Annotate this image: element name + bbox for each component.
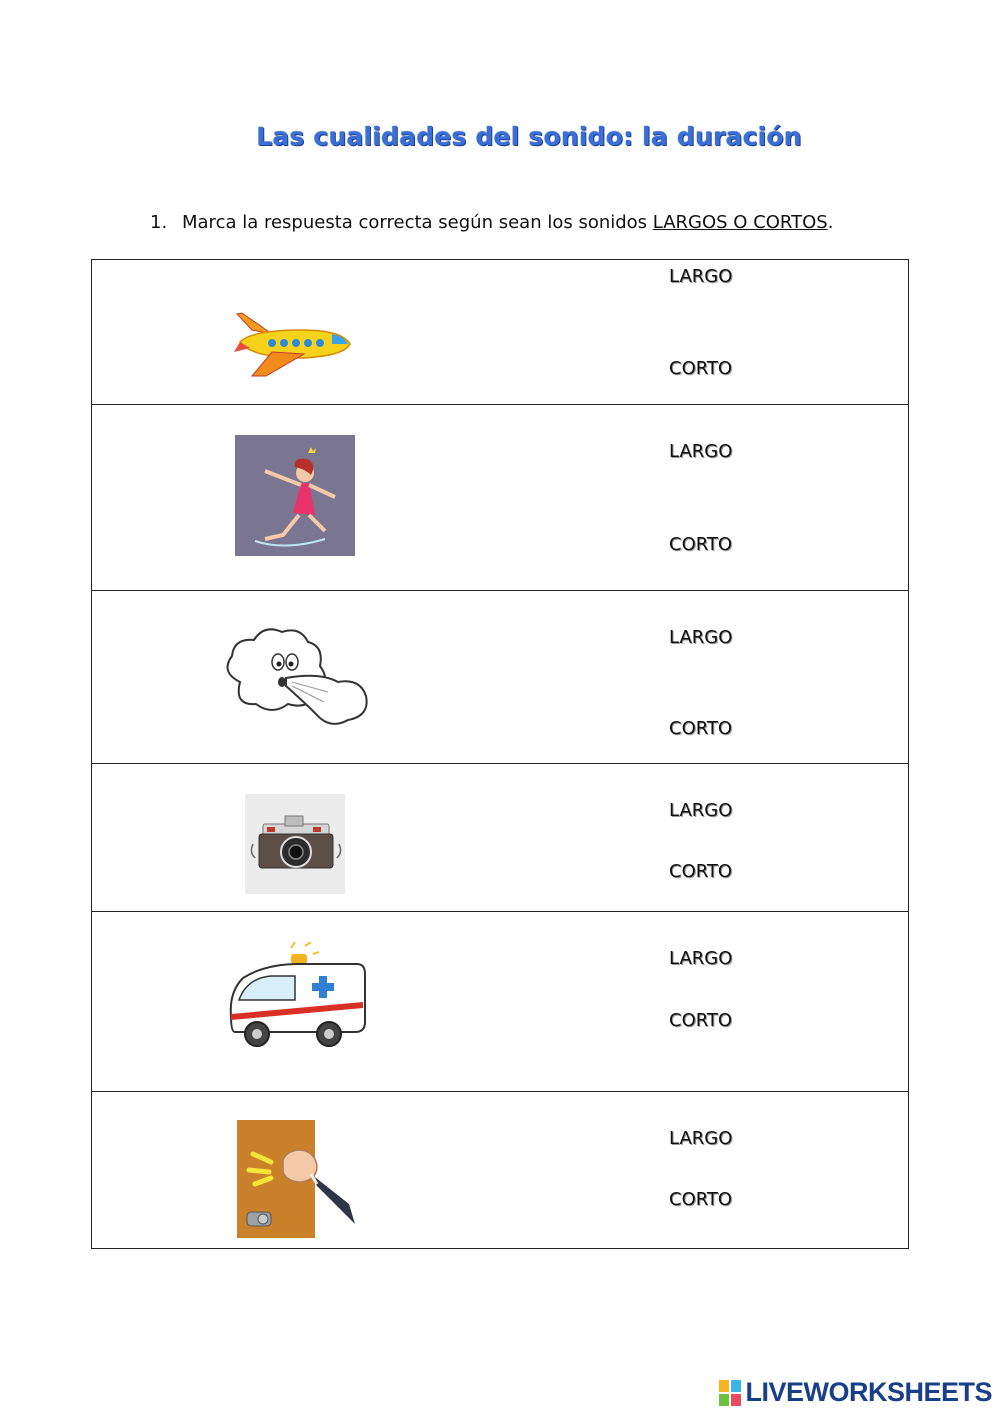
page-title: Las cualidades del sonido: la duración: [256, 122, 802, 151]
instruction: [150, 212, 833, 233]
option-corto[interactable]: CORTO: [669, 358, 733, 379]
liveworksheets-logo[interactable]: [719, 1377, 992, 1408]
option-largo[interactable]: LARGO: [669, 441, 733, 462]
option-largo[interactable]: LARGO: [669, 948, 733, 969]
airplane-image: [232, 312, 357, 382]
table-row: [92, 260, 909, 405]
answer-table: [91, 259, 909, 1249]
camera-image: [245, 794, 345, 894]
girl-slipping-image: [235, 435, 355, 556]
table-row: [92, 764, 909, 912]
option-largo[interactable]: LARGO: [669, 266, 733, 287]
table-row: [92, 405, 909, 591]
instruction-end: .: [827, 212, 834, 233]
logo-blocks-icon: [719, 1380, 741, 1406]
instruction-text: Marca la respuesta correcta según sean los sonidos: [182, 212, 653, 233]
logo-text: LIVEWORKSHEETS: [745, 1377, 992, 1407]
wind-cloud-image: [220, 622, 370, 734]
option-largo[interactable]: LARGO: [669, 800, 733, 821]
table-row: [92, 591, 909, 764]
option-corto[interactable]: CORTO: [669, 718, 733, 739]
option-corto[interactable]: CORTO: [669, 861, 733, 882]
table-row: [92, 1092, 909, 1249]
door-knock-image: [237, 1120, 355, 1238]
instruction-number: 1.: [150, 212, 168, 233]
option-largo[interactable]: LARGO: [669, 627, 733, 648]
option-corto[interactable]: CORTO: [669, 1010, 733, 1031]
option-corto[interactable]: CORTO: [669, 534, 733, 555]
instruction-highlight: LARGOS O CORTOS: [652, 212, 828, 233]
option-corto[interactable]: CORTO: [669, 1189, 733, 1210]
ambulance-image: [225, 942, 367, 1060]
table-row: [92, 912, 909, 1092]
option-largo[interactable]: LARGO: [669, 1128, 733, 1149]
